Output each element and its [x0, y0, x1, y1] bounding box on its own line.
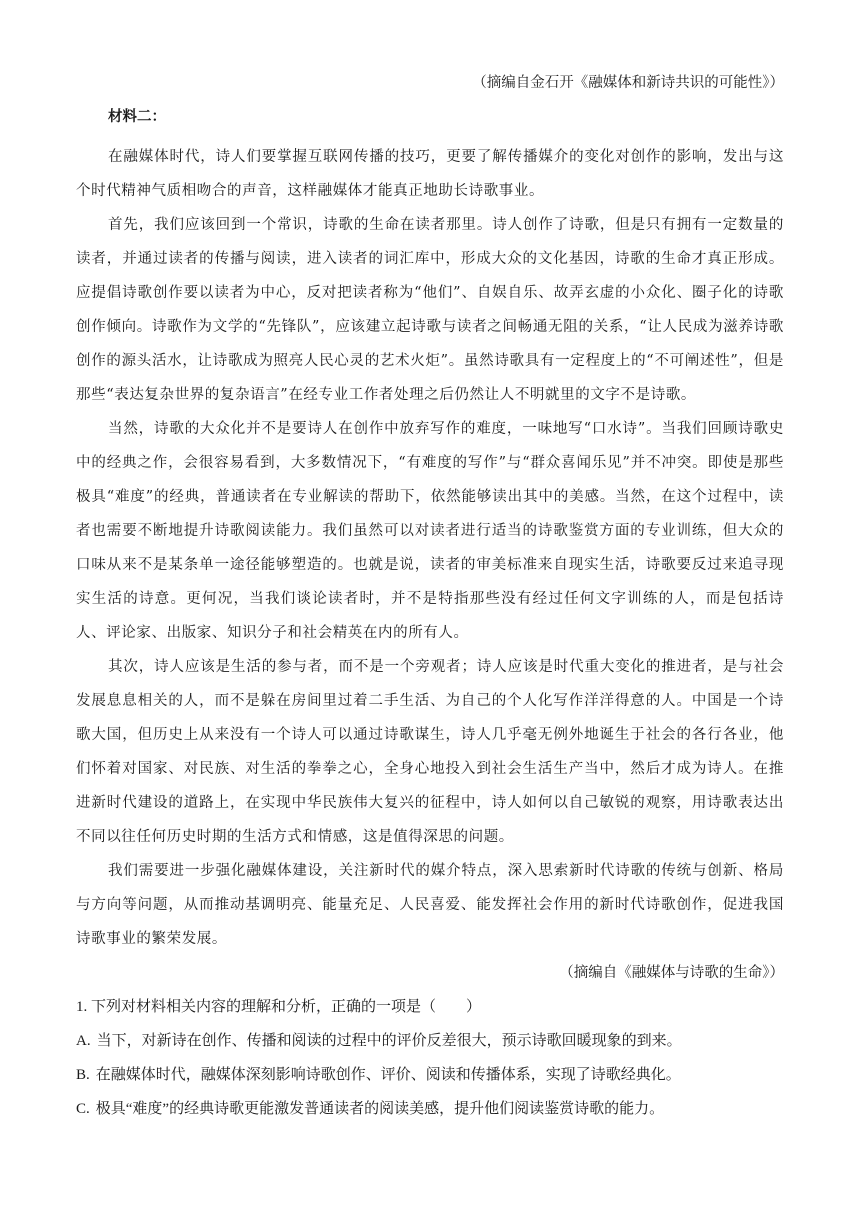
option-text: 极具“难度”的经典诗歌更能激发普通读者的阅读美感，提升他们阅读鉴赏诗歌的能力。 — [95, 1101, 665, 1117]
option-letter: A. — [76, 1033, 91, 1049]
source-citation-bottom: （摘编自《融媒体与诗歌的生命》） — [559, 965, 784, 981]
material-heading: 材料二： — [108, 108, 166, 125]
paragraph-1: 在融媒体时代，诗人们要掌握互联网传播的技巧，更要了解传播媒介的变化对创作的影响，发出与这个时代精神气质相吻合的声音，这样融媒体才能真正地助长诗歌事业。 — [76, 149, 784, 199]
option-b — [76, 1058, 784, 1092]
option-letter: C. — [76, 1101, 90, 1117]
question-stem: 1. 下列对材料相关内容的理解和分析，正确的一项是（ ） — [76, 999, 482, 1015]
option-letter: B. — [76, 1067, 90, 1083]
paragraph-3: 当然，诗歌的大众化并不是要诗人在创作中放弃写作的难度，一味地写“口水诗”。当我们回顾诗歌史中的经典之作，会很容易看到，大多数情况下，“有难度的写作”与“群众喜闻乐见”并不冲突。即使是那些极具“难度”的经典，普通读者在专业解读的帮助下，依然能够读出其中的美感。当然，在这个过程中，读者也需要不断地提升诗歌阅读能力。我们虽然可以对读者进行适当的诗歌鉴赏方面的专业训练，但大众的口味从来不是某条单一途径能够塑造的。也就是说，读者的审美标准来自现实生活，诗歌要反过来追寻现实生活的诗意。更何况，当我们谈论读者时，并不是特指那些没有经过任何文字训练的人，而是包括诗人、评论家、出版家、知识分子和社会精英在内的所有人。 — [76, 421, 784, 641]
paragraph-5: 我们需要进一步强化融媒体建设，关注新时代的媒介特点，深入思索新时代诗歌的传统与创新、格局与方向等问题，从而推动基调明亮、能量充足、人民喜爱、能发挥社会作用的新时代诗歌创作，促进我国诗歌事业的繁荣发展。 — [76, 863, 784, 947]
option-c — [76, 1092, 784, 1126]
option-text: 当下，对新诗在创作、传播和阅读的过程中的评价反差很大，预示诗歌回暖现象的到来。 — [96, 1033, 682, 1049]
option-a — [76, 1024, 784, 1058]
paragraph-2: 首先，我们应该回到一个常识，诗歌的生命在读者那里。诗人创作了诗歌，但是只有拥有一定数量的读者，并通过读者的传播与阅读，进入读者的词汇库中，形成大众的文化基因，诗歌的生命才真正形成。应提倡诗歌创作要以读者为中心，反对把读者称为“他们”、自娱自乐、故弄玄虚的小众化、圈子化的诗歌创作倾向。诗歌作为文学的“先锋队”，应该建立起诗歌与读者之间畅通无阻的关系，“让人民成为滋养诗歌创作的源头活水，让诗歌成为照亮人民心灵的艺术火炬”。虽然诗歌具有一定程度上的“不可阐述性”，但是那些“表达复杂世界的复杂语言”在经专业工作者处理之后仍然让人不明就里的文字不是诗歌。 — [76, 217, 784, 403]
source-citation-top: （摘编自金石开《融媒体和新诗共识的可能性》） — [472, 75, 784, 91]
paragraph-4: 其次，诗人应该是生活的参与者，而不是一个旁观者；诗人应该是时代重大变化的推进者，是与社会发展息息相关的人，而不是躲在房间里过着二手生活、为自己的个人化写作洋洋得意的人。中国是一个诗歌大国，但历史上从来没有一个诗人可以通过诗歌谋生，诗人几乎毫无例外地诞生于社会的各行各业，他们怀着对国家、对民族、对生活的拳拳之心，全身心地投入到社会生活生产当中，然后才成为诗人。在推进新时代建设的道路上，在实现中华民族伟大复兴的征程中，诗人如何以自己敏锐的观察，用诗歌表达出不同以往任何历史时期的生活方式和情感，这是值得深思的问题。 — [76, 659, 784, 845]
question-block — [76, 990, 784, 1126]
option-text: 在融媒体时代，融媒体深刻影响诗歌创作、评价、阅读和传播体系，实现了诗歌经典化。 — [95, 1067, 681, 1083]
document-page — [76, 70, 784, 1126]
